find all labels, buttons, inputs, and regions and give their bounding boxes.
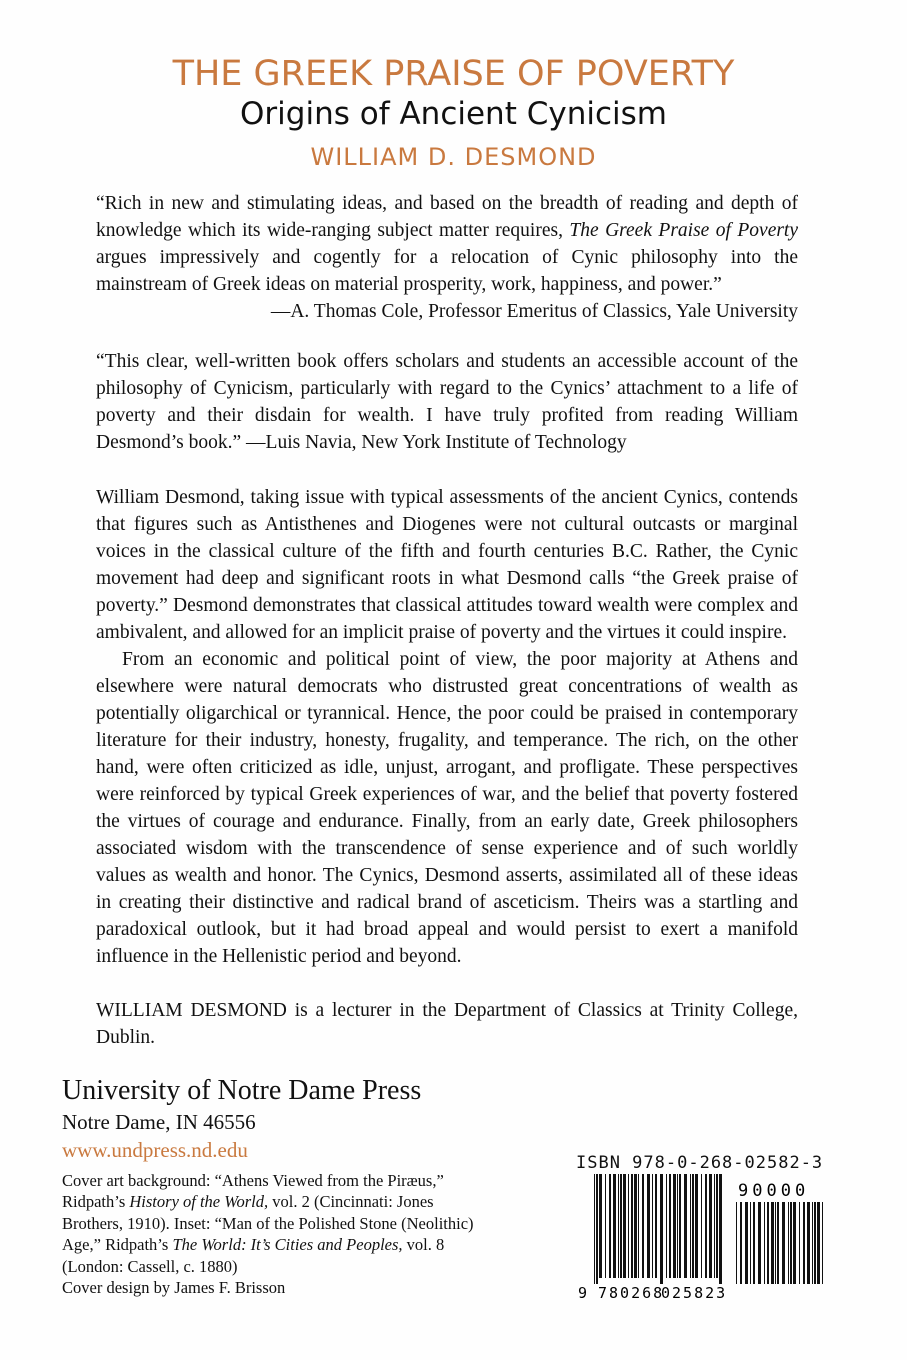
review-blurb-2 [96,348,798,456]
book-author: WILLIAM D. DESMOND [310,143,597,171]
barcode-bar [719,1174,722,1284]
barcode-bar [705,1174,707,1278]
author-bio [96,997,798,1051]
barcode-bar [790,1202,792,1284]
barcode-bar [673,1174,676,1278]
cover-design-credit: Cover design by James F. Brisson [62,1278,286,1298]
barcode-bar [799,1202,800,1284]
isbn-label: ISBN 978-0-268-02582-3 [576,1153,824,1173]
barcode-bar [679,1174,681,1278]
barcode-bar [596,1174,598,1284]
barcode-bar [623,1174,626,1278]
barcode-digits-group-2: 025823 [661,1284,728,1300]
addon-barcode-bars [736,1202,823,1284]
barcode-bar [807,1202,810,1284]
book-subtitle: Origins of Ancient Cynicism [240,96,667,132]
barcode-bar [631,1174,633,1278]
isbn-barcode [578,1174,828,1300]
cover-credits: Cover art background: “Athens Viewed from the Piræus,” Ridpath’s History of the World, vol. 2 (Cincinnati: Jones Brothers, 1910). Inset: “Man of the Polished Stone (Neolithic) Age,” Ridpath’s The World: It’s Cities and Peoples, vol. 8 (London: Cassell, c. 1880) Cover design by James F. Brisson [62,1171,474,1298]
author-bio-text: WILLIAM DESMOND is a lecturer in the Department of Classics at Trinity College, Dublin. [96,1000,798,1048]
barcode-bar [684,1174,687,1278]
barcode-bar [594,1174,595,1284]
barcode-bar [822,1202,823,1284]
barcode-bar [814,1202,816,1284]
barcode-bar [740,1202,742,1284]
barcode-bar [695,1174,698,1278]
barcode-bar [634,1174,637,1278]
blurb-2-text: “This clear, well-written book offers scholars and students an accessible account of the philosophy of Cynicism, particularly with regard to the Cynics’ attachment to a life of poverty and their disdain for wealth. I have truly profited from reading William Desmond’s book.” —Luis Navia, New York Institute of Technology [96,351,798,453]
barcode-bar [599,1174,602,1278]
barcode-digit-first: 9 [578,1284,588,1300]
barcode-bar [777,1202,779,1284]
barcode-bar [709,1174,712,1278]
barcode-bar [817,1202,820,1284]
publisher-block [62,1074,562,1164]
barcode-bar [750,1202,751,1284]
barcode-bar [736,1202,737,1284]
barcode-bar [618,1174,619,1278]
barcode-bar [782,1202,785,1284]
blurb-1-book-title: The Greek Praise of Poverty [569,220,799,241]
barcode-bar [647,1174,650,1278]
barcode-bar [803,1202,805,1284]
publisher-address: Notre Dame, IN 46556 [62,1110,256,1134]
barcode-bar [620,1174,622,1278]
addon-digits: 90000 [738,1181,810,1201]
review-blurb-1 [96,190,798,325]
book-description [96,484,798,970]
barcode-bar [764,1202,765,1284]
barcode-bar [677,1174,678,1278]
barcode-bar [628,1174,629,1278]
barcode-bar [745,1202,748,1284]
barcode-bar [638,1174,639,1278]
barcode-digits-group-1: 780268 [598,1284,665,1300]
book-title: THE GREEK PRAISE OF POVERTY [172,54,735,94]
barcode-bar [669,1174,671,1278]
publisher-url[interactable]: www.undpress.nd.edu [62,1138,248,1162]
barcode-bar [701,1174,702,1278]
barcode-bar [793,1202,796,1284]
description-paragraph-2: From an economic and political point of view, the poor majority at Athens and elsewhere were natural democrats who distrusted great concentrations of wealth as potentially oligarchical or tyrannical. Hence, the poor could be praised in contemporary literature for their industry, honesty, frugality, and temperance. The rich, on the other hand, were often criticized as idle, unjust, arrogant, and profligate. These perspectives were reinforced by typical Greek experiences of war, and the belief that poverty fostered the virtues of courage and endurance. Finally, from an early date, Greek philosophers associated wisdom with the transcendence of sense experience and of such worldly values as wealth and honor. The Cynics, Desmond asserts, assimilated all of these ideas in creating their distinctive and radical brand of asceticism. Theirs was a startling and paradoxical outlook, but it had broad appeal and would persist to exert a manifold influence in the Hellenistic period and beyond. [96,649,798,967]
barcode-bar [714,1174,715,1278]
cover-header [0,52,907,174]
barcode-bar [812,1202,813,1284]
barcode-bar [753,1202,755,1284]
barcode-bar [660,1174,663,1284]
barcode-bar [692,1174,694,1278]
barcode-bar [613,1174,616,1278]
main-barcode-bars [594,1174,722,1284]
blurb-1-text: “Rich in new and stimulating ideas, and based on the breadth of reading and depth of knowledge which its wide-ranging subject matter requires, The Greek Praise of Poverty argues impressively and cogently for a relocation of Cynic philosophy into the mainstream of Greek ideas on material prosperity, work, happiness, and power.” [96,193,799,295]
description-paragraph-1: William Desmond, taking issue with typical assessments of the ancient Cynics, contends that figures such as Antisthenes and Diogenes were not cultural outcasts or marginal voices in the classical culture of the fifth and fourth centuries B.C. Rather, the Cynic movement had deep and significant roots in what Desmond calls “the Greek praise of poverty.” Desmond demonstrates that classical attitudes toward wealth were complex and ambivalent, and allowed for an implicit praise of poverty and the virtues it could inspire. [96,487,798,643]
barcode-bar [788,1202,789,1284]
barcode-bar [642,1174,644,1278]
blurb-1-attribution: —A. Thomas Cole, Professor Emeritus of Classics, Yale University [270,301,798,322]
barcode-bar [771,1202,774,1284]
barcode-bar [690,1174,691,1278]
barcode-bar [758,1202,761,1284]
barcode-bar [767,1202,769,1284]
barcode-bar [655,1174,657,1278]
barcode-bar [716,1174,718,1278]
barcode-bar [666,1174,667,1278]
publisher-name: University of Notre Dame Press [62,1075,422,1106]
barcode-bar [775,1202,776,1284]
barcode-bar [652,1174,653,1278]
barcode-bar [609,1174,611,1278]
barcode-bar [605,1174,606,1278]
